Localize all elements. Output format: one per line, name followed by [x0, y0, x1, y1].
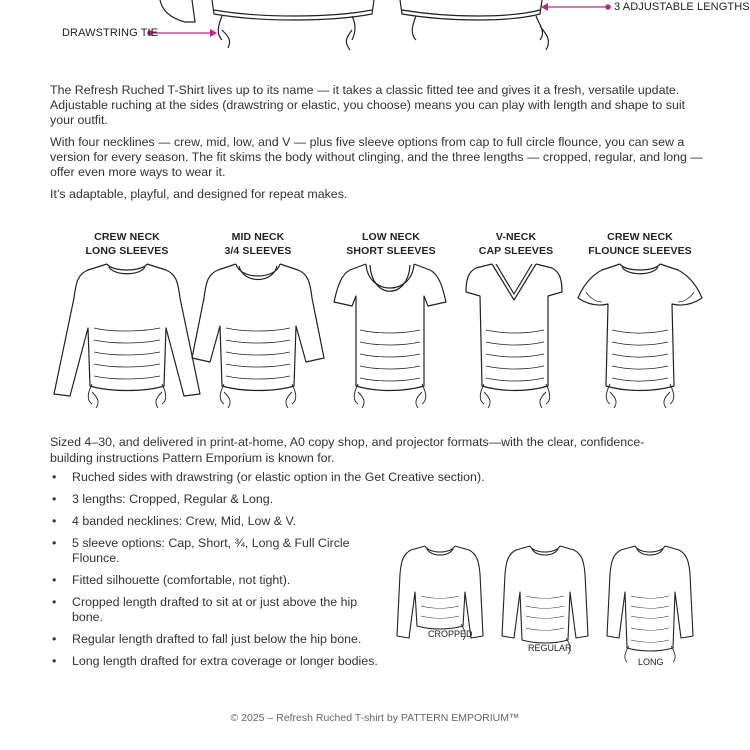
- intro-paragraph-3: It’s adaptable, playful, and designed for repeat makes.: [50, 187, 348, 201]
- feature-item: • 4 banded necklines: Crew, Mid, Low & V.: [50, 514, 590, 529]
- footer-copyright: © 2025 – Refresh Ruched T-shirt by PATTERN EMPORIUM™: [230, 712, 520, 724]
- view-3-sketch: [334, 264, 446, 408]
- adjustable-lengths-callout: 3 ADJUSTABLE LENGTHS: [614, 1, 750, 13]
- view-2-sketch: [192, 264, 324, 408]
- feature-item: • Long length drafted for extra coverage or longer bodies.: [50, 654, 590, 669]
- view-label-4: V-NECK CAP SLEEVES: [478, 231, 554, 257]
- garment-views-illustration: [0, 258, 750, 413]
- cropped-sketch: [397, 546, 483, 640]
- feature-item: • Cropped length drafted to sit at or just above the hip bone.: [50, 595, 382, 625]
- feature-item: • Ruched sides with drawstring (or elastic option in the Get Creative section).: [50, 470, 590, 485]
- long-sketch: [607, 546, 693, 662]
- intro-paragraph-1: The Refresh Ruched T-Shirt lives up to its name — it takes a classic fitted tee and gives it a fresh, versatile update. Adjustable ruching at the sides (drawstring or elastic, you choose) means you can play with length and shape to suit your outfit.: [50, 83, 686, 127]
- view-label-2: MID NECK 3/4 SLEEVES: [224, 231, 292, 257]
- feature-item: • Regular length drafted to fall just below the hip bone.: [50, 632, 382, 647]
- feature-item: • Fitted silhouette (comfortable, not tight).: [50, 573, 362, 588]
- view-label-5: CREW NECK FLOUNCE SLEEVES: [588, 231, 692, 257]
- intro-paragraph-2: With four necklines — crew, mid, low, and V — plus five sleeve options from cap to full circle flounce, you can sew a version for every season. The fit skims the body without clinging, and the three lengths — cropped, regular, and long — offer even more ways to wear it.: [50, 135, 703, 179]
- length-label-long: LONG: [638, 657, 664, 667]
- view-1-sketch: [54, 264, 200, 408]
- feature-item: • 3 lengths: Cropped, Regular & Long.: [50, 492, 590, 507]
- feature-item: • 5 sleeve options: Cap, Short, ¾, Long & Full Circle Flounce.: [50, 536, 362, 566]
- view-label-1: CREW NECK LONG SLEEVES: [85, 231, 169, 257]
- view-label-3: LOW NECK SHORT SLEEVES: [346, 231, 436, 257]
- length-label-cropped: CROPPED: [428, 629, 473, 639]
- view-5-sketch: [578, 264, 702, 408]
- regular-sketch: [502, 546, 588, 654]
- length-label-regular: REGULAR: [528, 643, 572, 653]
- sizing-paragraph: Sized 4–30, and delivered in print-at-home, A0 copy shop, and projector formats—with the clear, confidence-building instructions Pattern Emporium is known for.: [50, 435, 645, 465]
- view-4-sketch: [466, 264, 562, 408]
- drawstring-tie-callout: DRAWSTRING TIE: [62, 27, 159, 39]
